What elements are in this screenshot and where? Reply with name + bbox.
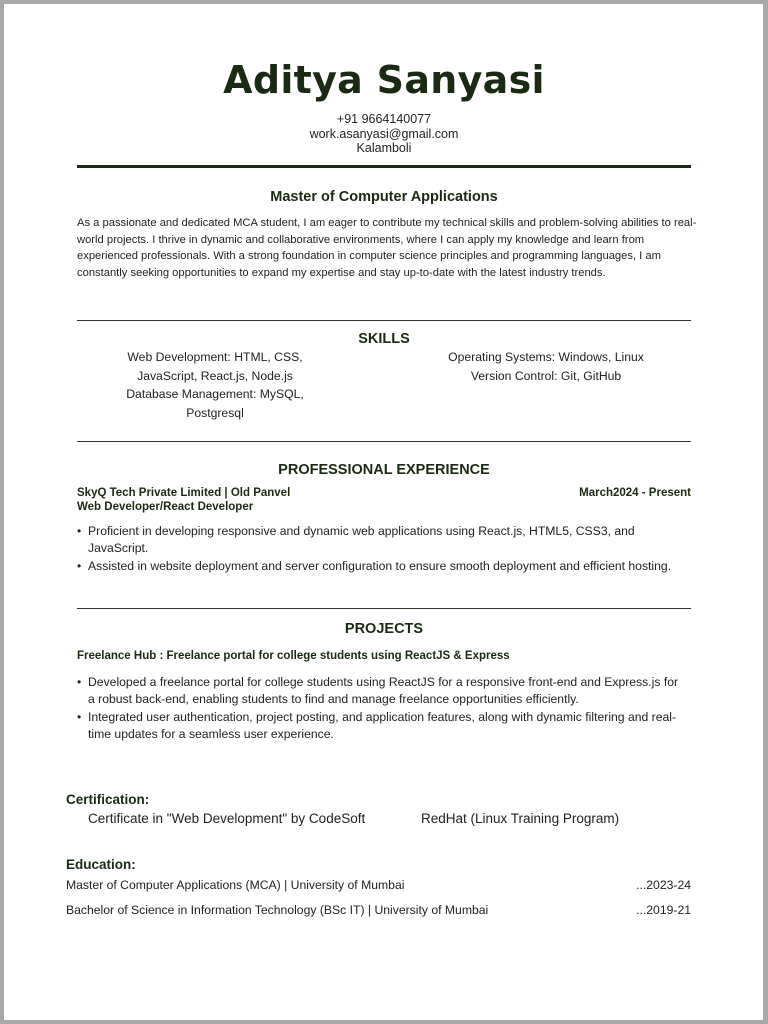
certification-item: RedHat (Linux Training Program) xyxy=(421,811,620,826)
skills-column-right xyxy=(436,348,656,385)
bullet-icon: • xyxy=(77,709,82,724)
project-bullets xyxy=(77,674,688,743)
education-row xyxy=(66,878,691,892)
contact-block xyxy=(0,112,768,156)
experience-heading: PROFESSIONAL EXPERIENCE xyxy=(278,462,490,478)
skills-heading: SKILLS xyxy=(358,331,410,347)
bullet-icon: • xyxy=(77,524,82,538)
section-divider xyxy=(77,320,691,321)
section-divider xyxy=(77,441,691,442)
job-company: SkyQ Tech Private Limited | Old Panvel xyxy=(77,487,291,499)
list-item: • Integrated user authentication, project posting, and application features, along with dynamic filtering and real-time updates for a seamless user experience. xyxy=(77,709,677,741)
certification-item: Certificate in "Web Development" by CodeSoft xyxy=(88,811,366,826)
contact-phone: +91 9664140077 xyxy=(336,112,432,126)
bullet-icon: • xyxy=(77,675,82,689)
job-dates: March2024 - Present xyxy=(579,487,691,499)
list-item: • Developed a freelance portal for college students using ReactJS for a responsive front-end and Express.js for a robust back-end, enabling students to find and manage freelance opportunities efficiently. xyxy=(77,675,679,707)
education-years: ...2023-24 xyxy=(636,878,691,892)
job-role: Web Developer/React Developer xyxy=(77,501,254,513)
contact-email: work.asanyasi@gmail.com xyxy=(309,126,459,141)
contact-location: Kalamboli xyxy=(356,141,412,155)
summary-text: As a passionate and dedicated MCA student, I am eager to contribute my technical skills and problem-solving abilities to real-world projects. I thrive in dynamic and collaborative environments, where I can apply my knowledge and learn from experienced professionals. With a strong foundation in computer science principles and programming languages, I am constantly seeking opportunities to expand my expertise and stay up-to-date with the latest industry trends. xyxy=(77,217,697,279)
education-degree: Master of Computer Applications (MCA) | University of Mumbai xyxy=(66,878,405,892)
certification-label: Certification: xyxy=(66,792,150,807)
education-label: Education: xyxy=(66,857,136,872)
list-item: • Assisted in website deployment and server configuration to ensure smooth deployment and efficient hosting. xyxy=(88,558,688,575)
project-title: Freelance Hub : Freelance portal for college students using ReactJS & Express xyxy=(77,650,510,662)
skills-column-left xyxy=(105,348,325,422)
job-header xyxy=(77,487,691,499)
education-row xyxy=(66,903,691,917)
skill-item: Database Management: MySQL, Postgresql xyxy=(126,387,304,420)
skill-item: Operating Systems: Windows, Linux xyxy=(448,350,644,364)
candidate-name: Aditya Sanyasi xyxy=(223,58,545,102)
projects-heading: PROJECTS xyxy=(344,621,424,637)
skill-item: Web Development: HTML, CSS, JavaScript, React.js, Node.js xyxy=(127,350,303,383)
summary-title: Master of Computer Applications xyxy=(270,189,498,205)
section-divider xyxy=(77,608,691,609)
header-divider xyxy=(77,165,691,168)
bullet-icon: • xyxy=(77,558,82,573)
experience-bullets xyxy=(77,523,688,575)
skill-item: Version Control: Git, GitHub xyxy=(470,368,622,383)
education-years: ...2019-21 xyxy=(636,903,691,917)
education-degree: Bachelor of Science in Information Technology (BSc IT) | University of Mumbai xyxy=(66,903,489,917)
list-item: • Proficient in developing responsive and dynamic web applications using React.js, HTML5, CSS3, and JavaScript. xyxy=(77,524,635,556)
